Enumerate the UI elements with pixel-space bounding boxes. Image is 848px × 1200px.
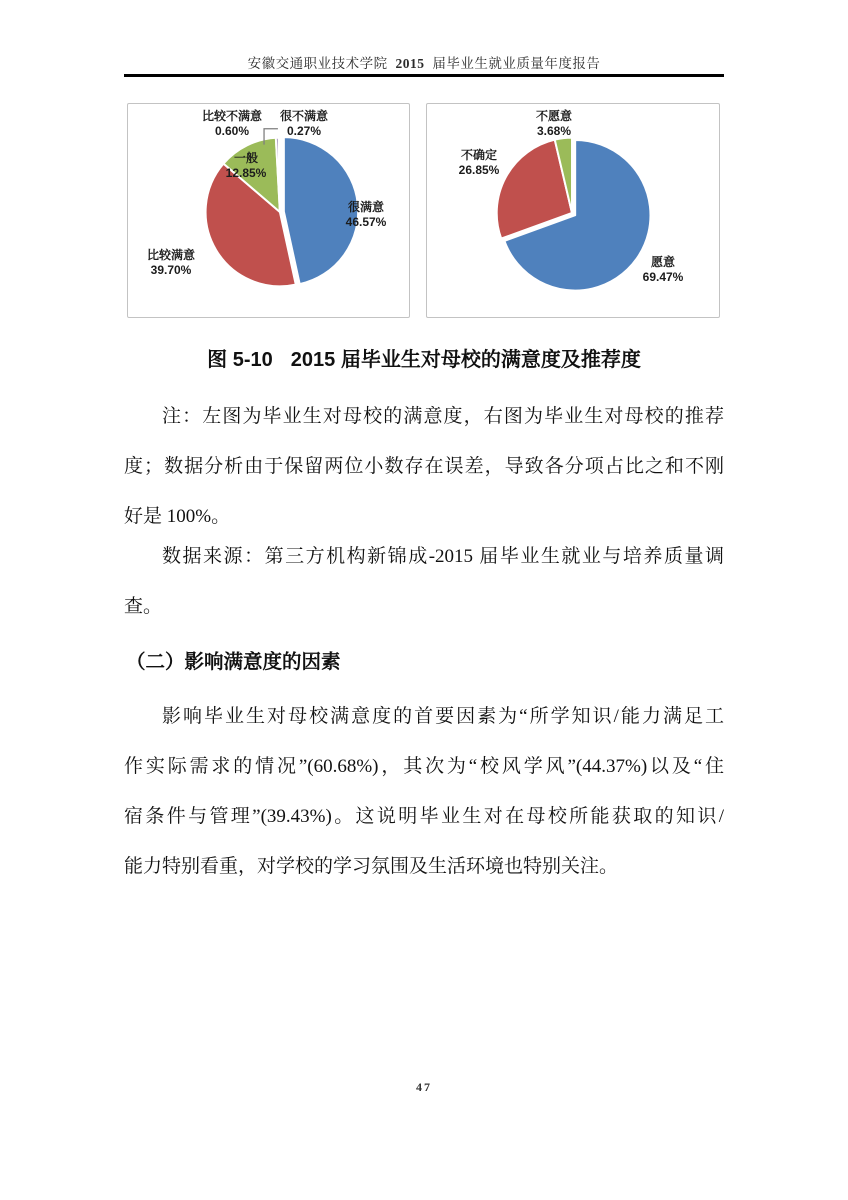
pie-label-category: 不愿意 — [535, 109, 573, 123]
pie-label-value: 39.70% — [150, 263, 192, 277]
source-paragraph — [124, 532, 724, 632]
pie-chart-recommendation — [426, 103, 720, 318]
body-line: 影响毕业生对母校满意度的首要因素为“所学知识/能力满足工 — [162, 706, 724, 727]
figure-caption-number: 图 5-10 — [207, 349, 273, 371]
page-header-year: 2015 — [395, 56, 425, 71]
pie-label-3 — [202, 109, 262, 139]
source-line: 查。 — [124, 596, 163, 617]
pie-label-category: 一般 — [233, 151, 259, 165]
note-line: 注：左图为毕业生对母校的满意度，右图为毕业生对母校的推荐 — [162, 406, 724, 427]
note-line: 好是 100%。 — [124, 506, 231, 527]
page-number: 47 — [416, 1080, 432, 1094]
header-rule — [124, 74, 724, 77]
pie-label-value: 0.60% — [214, 124, 250, 138]
page-header-prefix: 安徽交通职业技术学院 — [247, 56, 388, 71]
note-line: 度；数据分析由于保留两位小数存在误差，导致各分项占比之和不刚 — [124, 456, 724, 477]
pie-label-4 — [280, 109, 328, 139]
charts-row — [127, 103, 720, 318]
page-header-suffix: 届毕业生就业质量年度报告 — [432, 56, 601, 71]
page-header — [0, 52, 848, 72]
figure-caption-title: 2015 届毕业生对母校的满意度及推荐度 — [290, 349, 641, 371]
pie-label-value: 0.27% — [286, 124, 322, 138]
pie-plot-area — [427, 104, 719, 317]
pie-label-value: 12.85% — [225, 166, 267, 180]
body-line: 宿条件与管理”(39.43%)。这说明毕业生对在母校所能获取的知识/ — [124, 806, 724, 827]
pie-label-value: 3.68% — [536, 124, 572, 138]
pie-label-0 — [346, 200, 387, 230]
source-line: 数据来源：第三方机构新锦成-2015 届毕业生就业与培养质量调 — [162, 546, 724, 567]
pie-label-value: 69.47% — [642, 270, 684, 284]
body-line: 作实际需求的情况”(60.68%)，其次为“校风学风”(44.37%)以及“住 — [124, 756, 724, 777]
pie-label-2 — [226, 151, 267, 181]
pie-label-2 — [536, 109, 572, 139]
pie-label-category: 比较不满意 — [201, 109, 263, 123]
pie-slice-4 — [279, 138, 280, 212]
pie-label-value: 26.85% — [458, 163, 500, 177]
pie-chart-satisfaction — [127, 103, 410, 318]
pie-label-category: 很满意 — [347, 200, 385, 214]
pie-label-0 — [643, 255, 684, 285]
pie-label-category: 不确定 — [460, 148, 498, 162]
pie-label-category: 很不满意 — [279, 109, 329, 123]
pie-label-value: 46.57% — [345, 215, 387, 229]
pie-label-category: 愿意 — [650, 255, 676, 269]
pie-label-1 — [147, 248, 195, 278]
pie-label-1 — [459, 148, 500, 178]
pie-label-category: 比较满意 — [146, 248, 196, 262]
body-line: 能力特别看重，对学校的学习氛围及生活环境也特别关注。 — [124, 856, 619, 877]
note-paragraph — [124, 392, 724, 542]
figure-caption — [0, 343, 848, 372]
body-paragraph — [124, 692, 724, 892]
section-heading: （二）影响满意度的因素 — [126, 651, 341, 673]
